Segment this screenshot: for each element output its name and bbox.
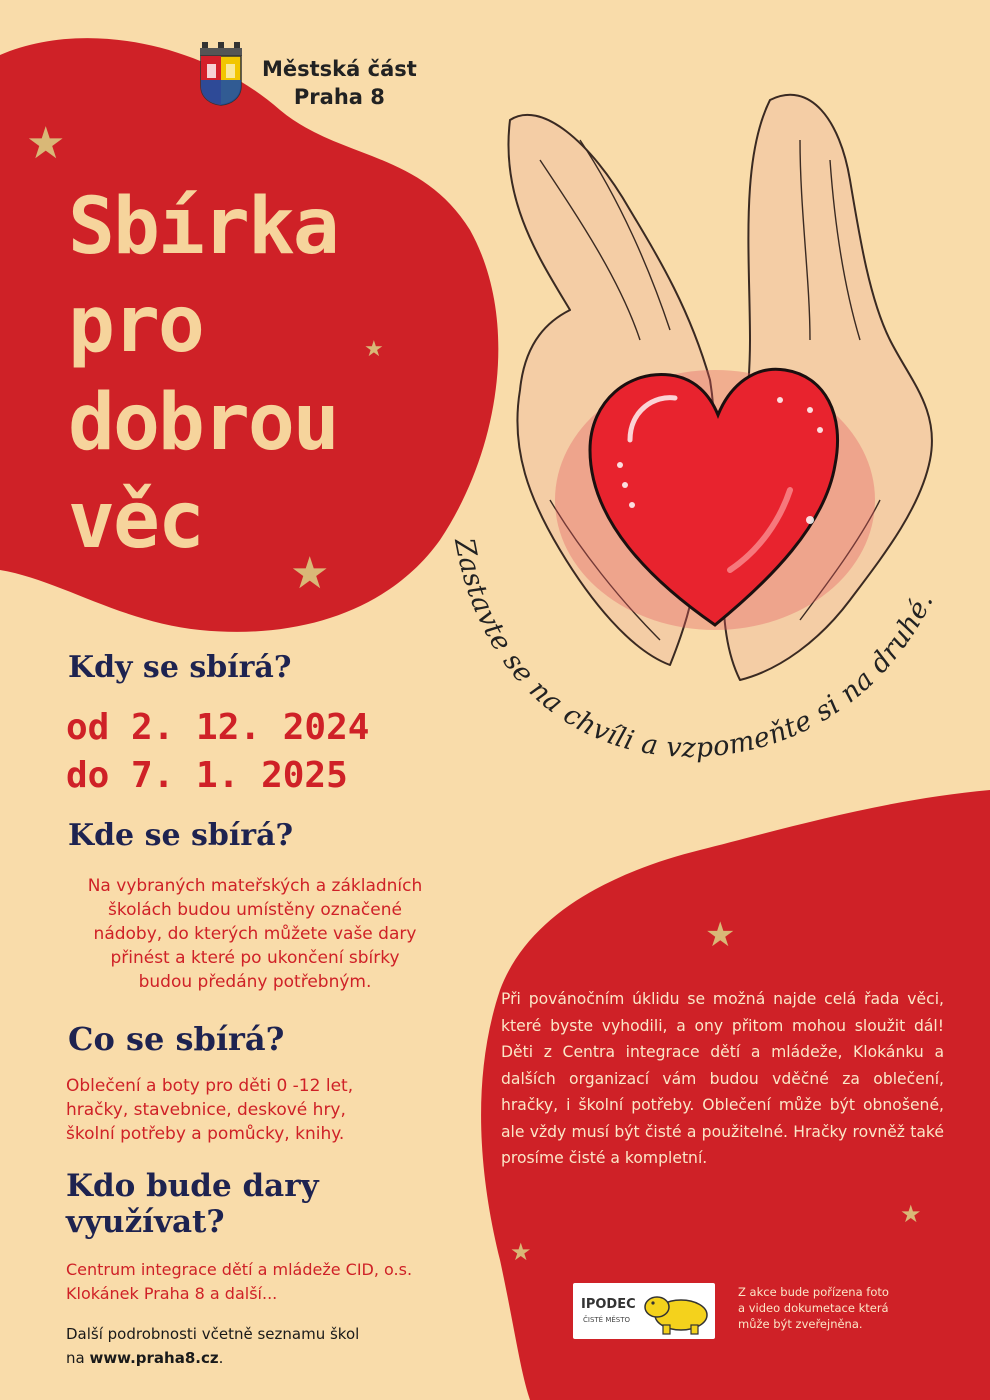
- org-name-line2: Praha 8: [293, 85, 385, 109]
- who-line: Klokánek Praha 8 a další...: [66, 1284, 278, 1303]
- photo-note-line1: Z akce bude pořízena foto: [738, 1285, 889, 1299]
- title-line1: Sbírka: [68, 182, 338, 272]
- org-name: [262, 55, 417, 111]
- sponsor-tagline: ČISTÉ MĚSTO: [583, 1316, 631, 1324]
- where-heading: Kde se sbírá?: [68, 818, 294, 853]
- where-line: přinést a které po ukončení sbírky: [110, 948, 400, 968]
- who-text: [66, 1258, 412, 1306]
- info-text: Při povánočním úklidu se možná najde celá řada věci, které byste vyhodili, a ony přitom mohou sloužit dál! Děti z Centra integrace dětí a mládeže, Klokánku a dalších organizací vám budou vděčné za oblečení, hračky, i školní potřeby. Oblečení může být obnošené, ale vždy musí být čisté a použitelné. Hračky rovněž také prosíme čisté a kompletní.: [501, 990, 944, 1167]
- date-from: od 2. 12. 2024: [66, 707, 370, 748]
- what-line: Oblečení a boty pro děti 0 -12 let,: [66, 1076, 354, 1096]
- page-title: [68, 178, 338, 570]
- star-icon: ★: [510, 1238, 532, 1266]
- who-heading-line1: Kdo bude dary: [66, 1168, 319, 1204]
- star-icon: ★: [364, 337, 384, 362]
- star-icon: ★: [900, 1200, 922, 1228]
- where-line: budou předány potřebným.: [138, 972, 372, 992]
- details-text: [66, 1322, 359, 1370]
- who-line: Centrum integrace dětí a mládeže CID, o.s.: [66, 1260, 413, 1279]
- date-to: do 7. 1. 2025: [66, 755, 348, 796]
- star-icon: ★: [290, 548, 330, 599]
- slogan-text: Zastavte se na chvíli a vzpomeňte si na druhé.: [448, 535, 940, 764]
- what-line: školní potřeby a pomůcky, knihy.: [66, 1124, 345, 1144]
- star-icon: ★: [26, 118, 66, 169]
- where-line: Na vybraných mateřských a základních: [87, 876, 423, 896]
- where-text: [66, 874, 444, 994]
- sponsor-name: IPODEC: [581, 1297, 636, 1312]
- star-icon: ★: [705, 915, 736, 955]
- where-line: nádoby, do kterých můžete vaše dary: [93, 924, 417, 944]
- ipodec-logo: [573, 1283, 715, 1339]
- where-line: školách budou umístěny označené: [108, 900, 402, 920]
- details-line2: [66, 1346, 359, 1370]
- photo-note-line3: může být zveřejněna.: [738, 1317, 863, 1331]
- what-line: hračky, stavebnice, deskové hry,: [66, 1100, 346, 1120]
- slogan: [440, 470, 980, 800]
- what-heading: Co se sbírá?: [68, 1020, 285, 1058]
- title-line4: věc: [68, 476, 203, 566]
- who-heading-line2: využívat?: [66, 1204, 225, 1240]
- what-text: [66, 1074, 353, 1146]
- photo-note-line2: a video dokumetace která: [738, 1301, 889, 1315]
- details-line1: Další podrobnosti včetně seznamu škol: [66, 1325, 360, 1343]
- website-link[interactable]: www.praha8.cz: [89, 1349, 219, 1367]
- coat-of-arms-icon: [198, 42, 244, 106]
- title-line3: dobrou: [68, 378, 338, 468]
- when-heading: Kdy se sbírá?: [68, 650, 292, 685]
- org-name-line1: Městská část: [262, 57, 417, 81]
- details-suffix: .: [218, 1349, 224, 1367]
- photo-note: [738, 1284, 889, 1332]
- details-prefix: na: [66, 1349, 90, 1367]
- hippo-mascot-icon: [643, 1287, 711, 1335]
- title-line2: pro: [68, 280, 203, 370]
- who-heading: [66, 1168, 319, 1240]
- svg-text:Zastavte se na chvíli a vzpome: [448, 535, 940, 764]
